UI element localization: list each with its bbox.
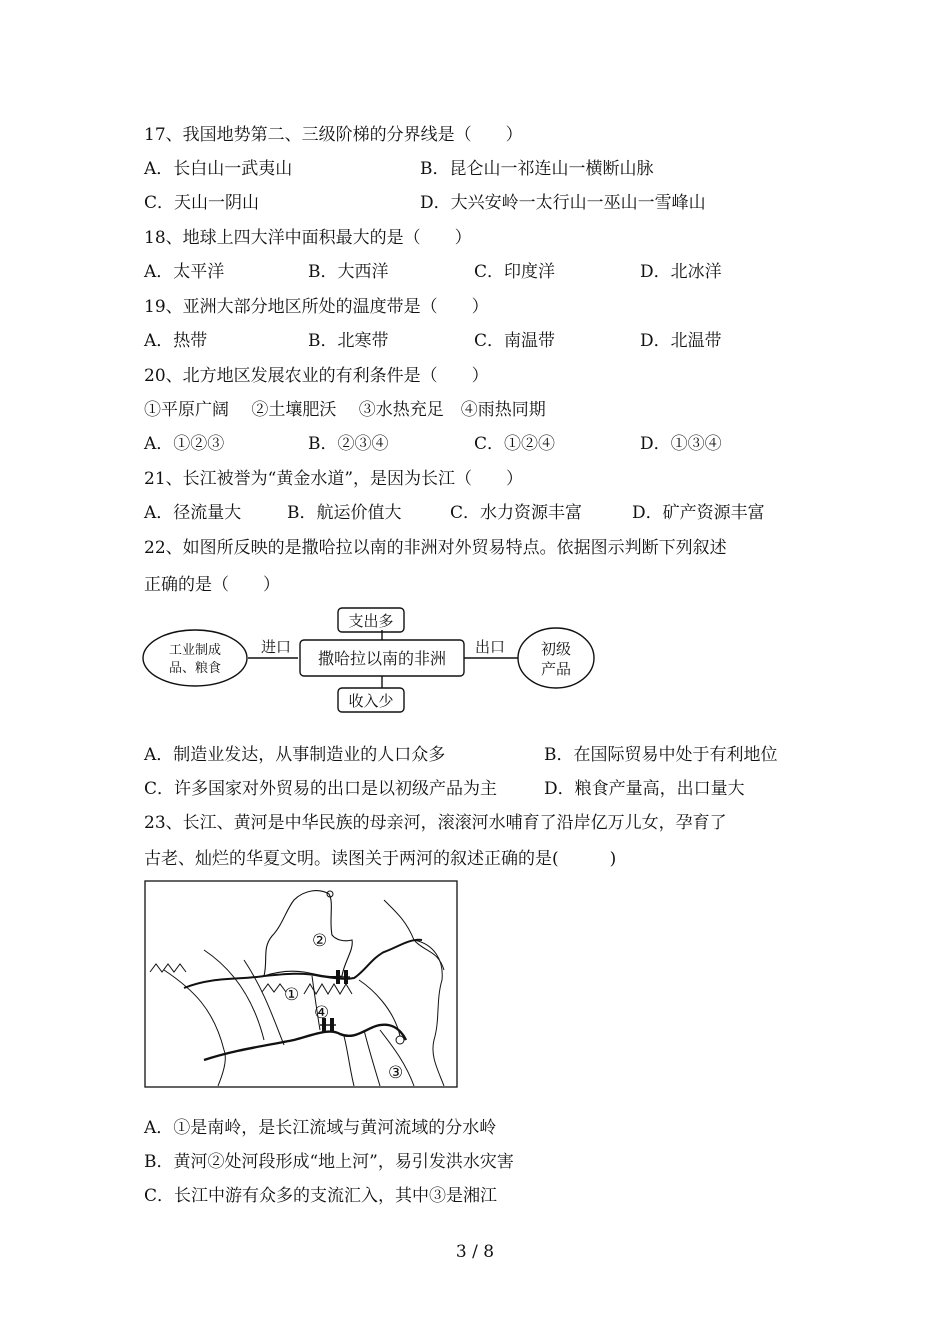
q17-option-d: D．大兴安岭一太行山一巫山一雪峰山 [420, 193, 706, 213]
q20-option-d: D．①③④ [640, 434, 722, 454]
q23-stem-line1: 23、长江、黄河是中华民族的母亲河，滚滚河水哺育了沿岸亿万儿女，孕育了 [144, 813, 727, 833]
q19-option-c: C．南温带 [474, 331, 556, 351]
export-label: 出口 [474, 638, 506, 656]
q17-option-c: C．天山一阴山 [144, 193, 260, 213]
export-goods-oval [518, 628, 594, 688]
q20-stem: 20、北方地区发展农业的有利条件是（ ） [144, 366, 489, 386]
q21-option-a: A．径流量大 [144, 503, 242, 523]
q22-option-c: C．许多国家对外贸易的出口是以初级产品为主 [144, 779, 498, 799]
q19-stem: 19、亚洲大部分地区所处的温度带是（ ） [144, 297, 489, 317]
map-label-3: ③ [388, 1063, 404, 1083]
q21-option-d: D．矿产资源丰富 [632, 503, 765, 523]
trade-diagram [140, 606, 600, 718]
import-goods-line2: 品、粮食 [168, 661, 222, 676]
q21-option-b: B．航运价值大 [287, 503, 402, 523]
q18-option-c: C．印度洋 [474, 262, 556, 282]
river-map [144, 880, 458, 1088]
q22-option-d: D．粮食产量高，出口量大 [544, 779, 745, 799]
q23-stem-line2: 古老、灿烂的华夏文明。读图关于两河的叙述正确的是( ) [144, 849, 617, 869]
q23-option-c: C．长江中游有众多的支流汇入，其中③是湘江 [144, 1186, 498, 1206]
q20-option-c: C．①②④ [474, 434, 556, 454]
page-number: 3 / 8 [455, 1242, 495, 1262]
q20-option-b: B．②③④ [308, 434, 389, 454]
q18-stem: 18、地球上四大洋中面积最大的是（ ） [144, 228, 472, 248]
q19-option-d: D．北温带 [640, 331, 722, 351]
q18-option-b: B．大西洋 [308, 262, 389, 282]
q23-option-b: B．黄河②处河段形成“地上河”，易引发洪水灾害 [144, 1152, 514, 1172]
q22-option-a: A．制造业发达，从事制造业的人口众多 [144, 745, 446, 765]
q17-option-b: B．昆仑山一祁连山一横断山脉 [420, 159, 654, 179]
import-goods-line1: 工业制成 [168, 643, 222, 658]
q17-stem: 17、我国地势第二、三级阶梯的分界线是（ ） [144, 125, 523, 145]
bottom-box-label: 收入少 [348, 692, 394, 710]
map-label-4: ④ [314, 1003, 330, 1023]
export-goods-line1: 初级 [540, 640, 572, 658]
q18-option-a: A．太平洋 [144, 262, 225, 282]
q18-option-d: D．北冰洋 [640, 262, 722, 282]
q20-conditions: ①平原广阔 ②土壤肥沃 ③水热充足 ④雨热同期 [144, 400, 546, 420]
q21-stem: 21、长江被誉为“黄金水道”，是因为长江（ ） [144, 469, 524, 489]
import-label: 进口 [260, 638, 292, 656]
q23-option-a: A．①是南岭，是长江流域与黄河流域的分水岭 [144, 1118, 497, 1138]
map-label-1: ① [284, 985, 300, 1005]
q17-option-a: A．长白山一武夷山 [144, 159, 293, 179]
import-goods-oval [143, 630, 247, 686]
export-goods-line2: 产品 [540, 660, 572, 678]
q22-option-b: B．在国际贸易中处于有利地位 [544, 745, 778, 765]
center-box-label: 撒哈拉以南的非洲 [317, 649, 447, 668]
q19-option-a: A．热带 [144, 331, 208, 351]
map-label-2: ② [312, 931, 328, 951]
q20-option-a: A．①②③ [144, 434, 225, 454]
q22-stem-line2: 正确的是（ ） [144, 575, 280, 595]
q22-stem-line1: 22、如图所反映的是撒哈拉以南的非洲对外贸易特点。依据图示判断下列叙述 [144, 538, 727, 558]
q19-option-b: B．北寒带 [308, 331, 389, 351]
top-box-label: 支出多 [348, 612, 394, 630]
q21-option-c: C．水力资源丰富 [450, 503, 583, 523]
